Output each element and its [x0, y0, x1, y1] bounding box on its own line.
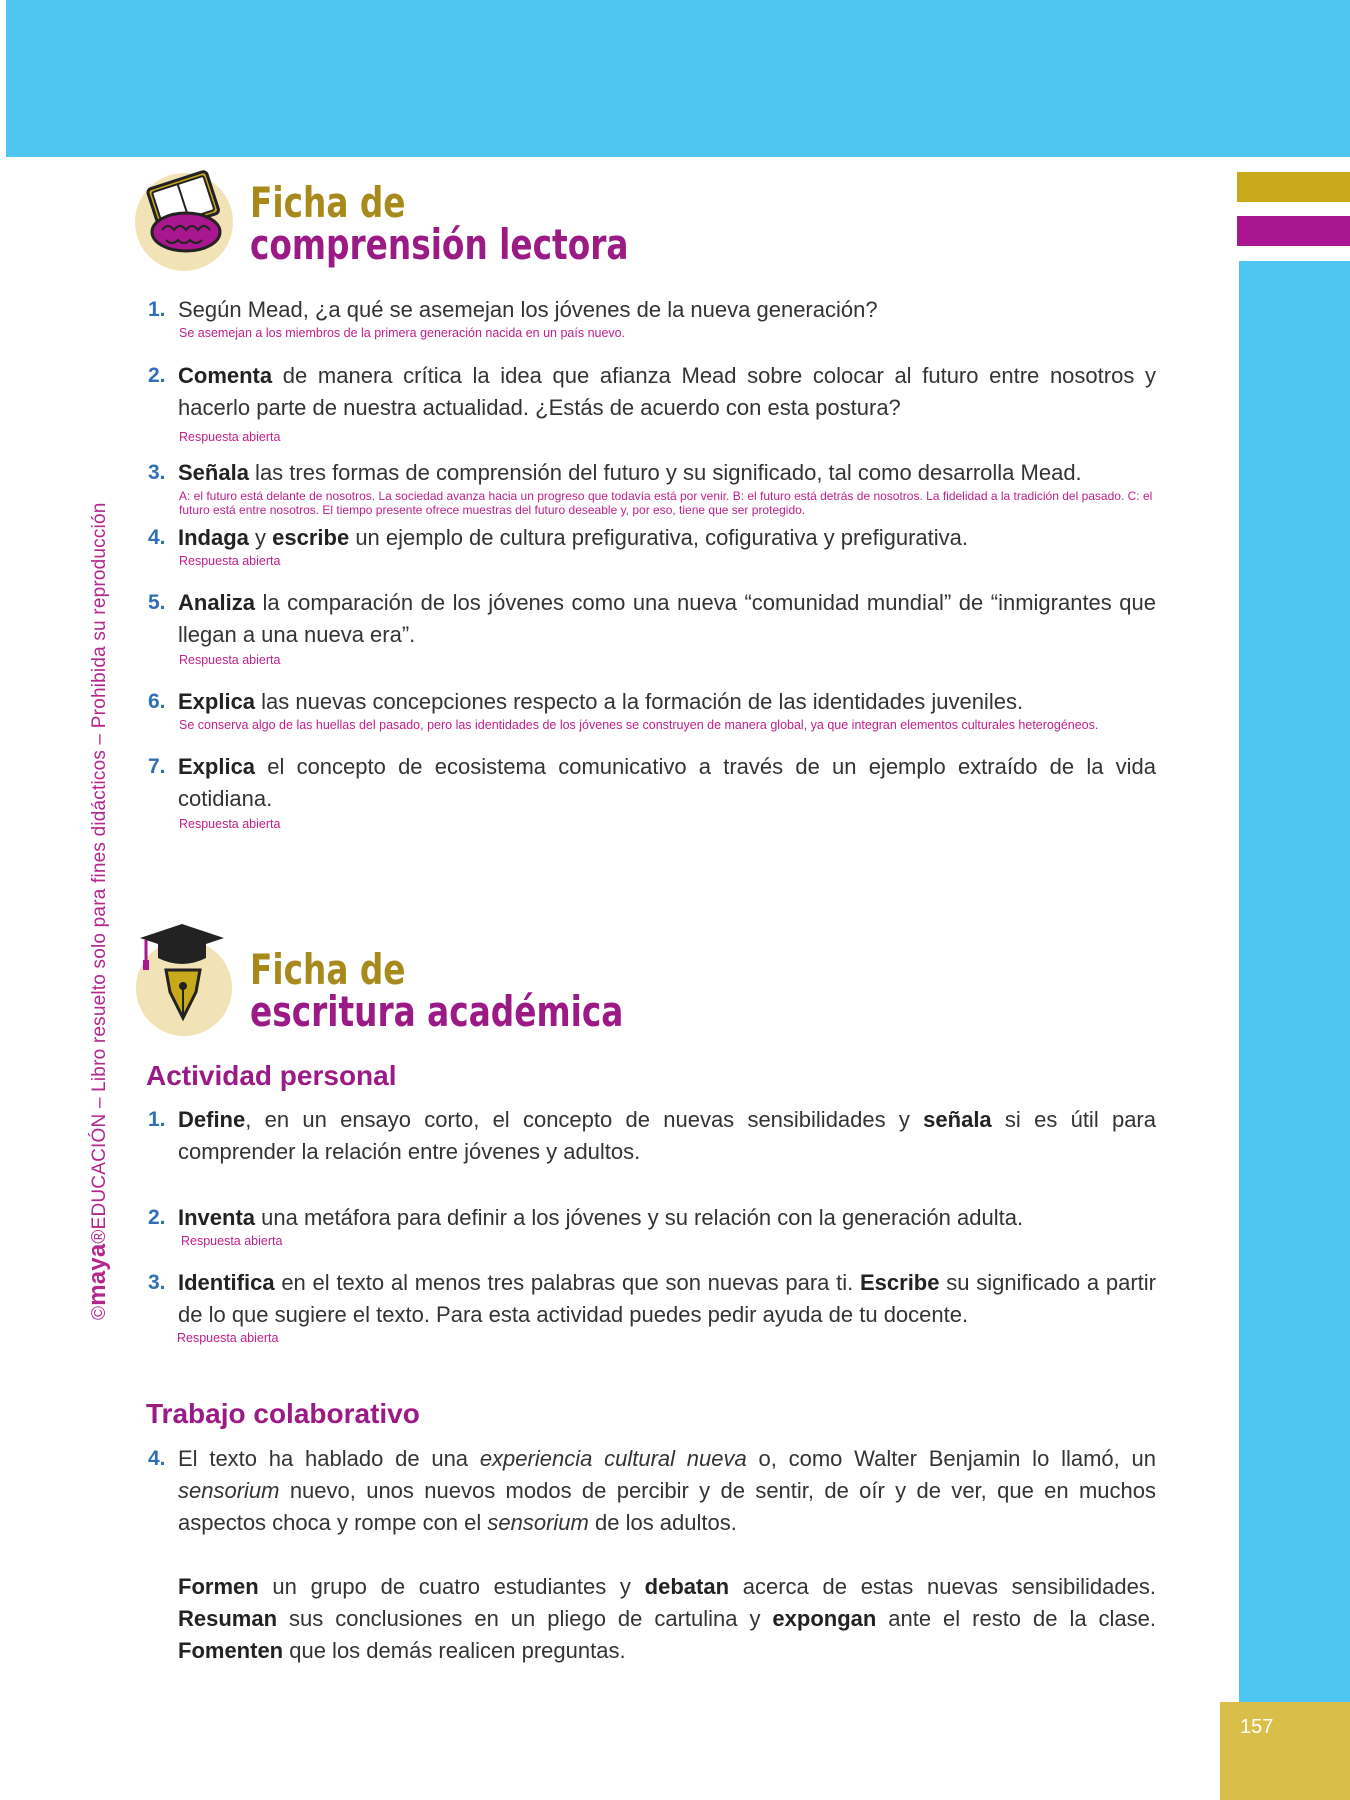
activity-3: [148, 1267, 1156, 1345]
action-verb: Fomenten: [178, 1638, 284, 1663]
page-number: 157: [1240, 1716, 1274, 1738]
question-body: su significado a partir de lo que sugiere el texto. Para esta actividad puedes pedir ayuda de tu docente.: [178, 1270, 1156, 1327]
book-brain-icon: [132, 160, 242, 275]
question-number: 2.: [148, 364, 166, 387]
activity-2: [148, 1202, 1156, 1248]
question-number: 4.: [148, 526, 166, 549]
answer-text: A: el futuro está delante de nosotros. La sociedad avanza hacia un progreso que todavía está por venir. B: el futuro está detrás de nosotros. La fidelidad a la tradición del pasado. C: el futuro está entre nosotros. El tiempo presente ofrece muestras del futuro deseable y, por eso, tiene que ser protegido.: [179, 489, 1153, 517]
magenta-tab: [1237, 216, 1350, 246]
answer-text: Respuesta abierta: [179, 653, 281, 667]
action-verb: Comenta: [178, 363, 273, 388]
question-body: de manera crítica la idea que afianza Mead sobre colocar al futuro entre nosotros y hacerlo parte de nuestra actualidad. ¿Estás de acuerdo con esta postura?: [178, 363, 1156, 420]
question-3: [148, 457, 1156, 517]
question-number: 6.: [148, 690, 166, 713]
question-body: el concepto de ecosistema comunicativo a través de un ejemplo extraído de la vida cotidiana.: [178, 754, 1156, 811]
text-run: ante el resto de la clase.: [876, 1606, 1156, 1631]
question-text: [178, 457, 1156, 489]
action-verb: Define: [178, 1107, 246, 1132]
subheading-trabajo-colaborativo: Trabajo colaborativo: [146, 1398, 420, 1429]
section-title-escritura: [250, 945, 624, 1036]
top-band-edge: [0, 0, 6, 157]
text-run: de los adultos.: [588, 1510, 737, 1535]
italic-term: experiencia cultural nueva: [479, 1446, 747, 1471]
question-text: [178, 522, 1156, 554]
side-band: [1239, 261, 1350, 1702]
title-line2: escritura académica: [250, 987, 624, 1036]
text-run: que los demás realicen preguntas.: [283, 1638, 626, 1663]
question-body: una metáfora para definir a los jóvenes y su relación con la generación adulta.: [255, 1205, 1024, 1230]
action-verb: Identifica: [178, 1270, 275, 1295]
question-7: [148, 751, 1156, 831]
question-number: 1.: [148, 1108, 166, 1131]
text-run: acerca de estas nuevas sensibilidades.: [729, 1574, 1156, 1599]
question-text: [178, 360, 1156, 424]
question-text: [178, 751, 1156, 815]
action-verb: Explica: [178, 689, 256, 714]
text-run: o, como Walter Benjamin lo llamó, un: [746, 1446, 1156, 1471]
question-body: en el texto al menos tres palabras que son nuevas para ti.: [274, 1270, 860, 1295]
top-band: [0, 0, 1350, 157]
action-verb: Resuman: [178, 1606, 278, 1631]
question-6: [148, 686, 1156, 732]
question-5: [148, 587, 1156, 667]
text-run: sus conclusiones en un pliego de cartulina y: [277, 1606, 773, 1631]
action-verb: Formen: [178, 1574, 259, 1599]
answer-text: Respuesta abierta: [181, 1234, 283, 1248]
answer-text: Se asemejan a los miembros de la primera generación nacida en un país nuevo.: [179, 326, 626, 340]
action-verb: Señala: [178, 460, 249, 485]
question-body: la comparación de los jóvenes como una nueva “comunidad mundial” de “inmigrantes que llegan a una nueva era”.: [178, 590, 1156, 647]
title-line2: comprensión lectora: [250, 220, 629, 269]
question-body: , en un ensayo corto, el concepto de nuevas sensibilidades y: [245, 1107, 924, 1132]
activity-1: [148, 1104, 1156, 1168]
action-verb: expongan: [772, 1606, 877, 1631]
action-verb: señala: [923, 1107, 992, 1132]
activity-4-paragraph-1: [178, 1443, 1156, 1539]
question-text: Según Mead, ¿a qué se asemejan los jóvenes de la nueva generación?: [178, 297, 878, 322]
action-verb: Explica: [178, 754, 256, 779]
question-number: 2.: [148, 1206, 166, 1229]
action-verb: Indaga: [178, 525, 249, 550]
copyright-symbol: ©: [89, 1305, 110, 1320]
action-verb: Analiza: [178, 590, 256, 615]
credit-text: ®EDUCACIÓN – Libro resuelto solo para fines didácticos – Prohibida su reproducción: [89, 502, 110, 1244]
title-line1: Ficha de: [250, 945, 406, 994]
question-text: [178, 686, 1156, 718]
question-body: si es útil para comprender la relación entre jóvenes y adultos.: [178, 1107, 1156, 1164]
text-run: un grupo de cuatro estudiantes y: [258, 1574, 645, 1599]
question-text: [178, 587, 1156, 651]
italic-term: sensorium: [487, 1510, 589, 1535]
question-4: [148, 522, 1156, 568]
question-body: las tres formas de comprensión del futuro y su significado, tal como desarrolla Mead.: [248, 460, 1082, 485]
question-number: 3.: [148, 1271, 166, 1294]
graduation-cap-pen-icon: [136, 918, 246, 1038]
question-text: [178, 1104, 1156, 1168]
subheading-actividad-personal: Actividad personal: [146, 1060, 397, 1091]
answer-text: Respuesta abierta: [179, 430, 281, 444]
text-run: nuevo, unos nuevos modos de percibir y de sentir, de oír y de ver, que en muchos aspectos choca y rompe con el: [178, 1478, 1156, 1535]
italic-term: sensorium: [178, 1478, 280, 1503]
answer-text: Respuesta abierta: [179, 817, 281, 831]
action-verb: Escribe: [859, 1270, 940, 1295]
brand-name: maya: [84, 1243, 111, 1306]
question-1: [148, 294, 1156, 340]
action-verb: escribe: [272, 525, 350, 550]
connector: y: [248, 525, 273, 550]
question-number: 7.: [148, 755, 166, 778]
activity-4-paragraph-2: [178, 1571, 1156, 1667]
copyright-credit: [84, 502, 112, 1320]
question-number: 3.: [148, 461, 166, 484]
question-text: [178, 1267, 1156, 1331]
question-number: 5.: [148, 591, 166, 614]
answer-text: Respuesta abierta: [177, 1331, 279, 1345]
question-body: un ejemplo de cultura prefigurativa, cofigurativa y prefigurativa.: [349, 525, 968, 550]
question-body: las nuevas concepciones respecto a la formación de las identidades juveniles.: [255, 689, 1024, 714]
action-verb: Inventa: [178, 1205, 256, 1230]
title-line1: Ficha de: [250, 178, 406, 227]
question-number: 4.: [148, 1447, 166, 1470]
answer-text: Respuesta abierta: [179, 554, 281, 568]
question-text: [178, 1202, 1156, 1234]
question-2: [148, 360, 1156, 444]
question-number: 1.: [148, 298, 166, 321]
gold-tab: [1237, 172, 1350, 202]
text-run: El texto ha hablado de una: [178, 1446, 480, 1471]
section-title-comprension: [250, 178, 629, 269]
activity-4: [148, 1443, 1156, 1667]
action-verb: debatan: [644, 1574, 730, 1599]
answer-text: Se conserva algo de las huellas del pasado, pero las identidades de los jóvenes se construyen de manera global, ya que integran elementos culturales heterogéneos.: [179, 718, 1099, 732]
